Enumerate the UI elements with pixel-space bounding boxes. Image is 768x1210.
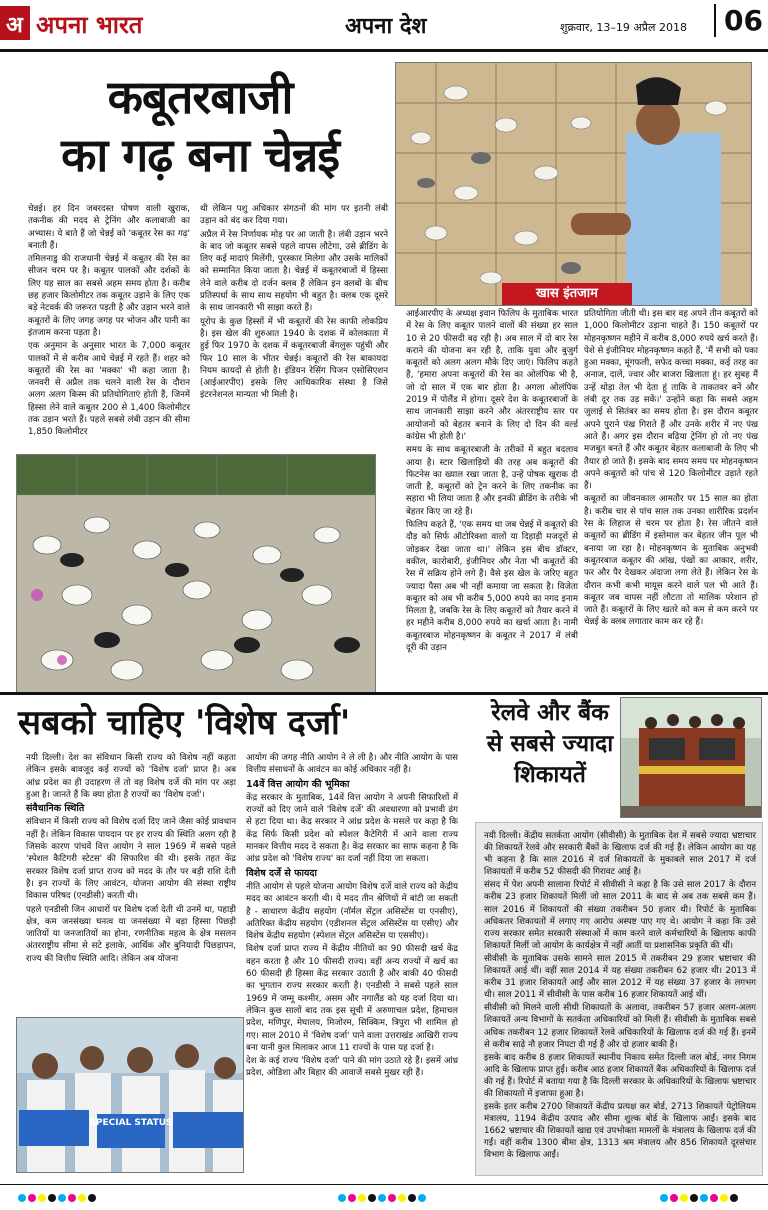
pigeon-flock-illustration [17,455,376,693]
story2-para: संविधान में किसी राज्य को विशेष दर्जा दिए जाने जैसा कोई प्रावधान नहीं है। लेकिन विकास पायदान पर हर राज्य की स्थिति अलग रही है जिसके कारण पांचवें वित्त आयोग ने साल 1969 में सबसे पहले 'स्पेशल कैटिगरी स्टेटस' की सिफारिश की थी। इसके तहत केंद्र सरकार विशेष दर्जा प्राप्त राज्य को मदद के तौर पर बड़ी राशि देती है। इन राज्यों के लिए आवंटन, योजना आयोग की संस्था राष्ट्रीय विकास परिषद (एनडीसी) करती थी। [26,817,236,902]
story1-headline-line2: का गढ़ बना चेन्नई [61,128,339,182]
story3-para: नयी दिल्ली। केंद्रीय सतर्कता आयोग (सीवीसी) के मुताबिक देश में सबसे ज्यादा भ्रष्टाचार की शिकायतें रेलवे और सरकारी बैंकों के खिलाफ दर्ज की गई हैं। लेकिन आयोग का यह भी कहना है कि साल 2016 में दर्ज शिकायतों के मुकाबले साल 2017 में दर्ज शिकायतों में करीब 52 फीसदी की गिरावट आई है। [484,831,756,878]
page-number: 06 [714,4,763,37]
page-header [0,0,768,52]
story3-body [484,830,756,1163]
story1-para: फिलिप कहते हैं, 'एक समय था जब चेन्नई में कबूतरों की दौड़ को सिर्फ ऑटोरिक्शा वालों या दिहाड़ी मजदूरों से जोड़कर देखा जाता था।' लेकिन इस बीच डॉक्टर, वकील, कारोबारी, इंजीनियर और नेता भी कबूतरों की रेस में सक्रिय होने लगे हैं। वैसे इस खेल के जरिए बहुत ज्यादा पैसा अब भी नहीं कमाया जा सकता है। विजेता कबूतर को अब भी करीब 5,000 रुपये का नगद इनाम मिलता है, जबकि रेस के लिए कबूतरों को तैयार करने में हर महीने करीब 8,000 रुपये का खर्चा आता है। नामी कबूतरबाज मोहनकृष्णन के कबूतर ने 2017 में लंबी दूरी की उड़ान [406,520,578,654]
story2-column-1 [26,752,236,966]
story1-para: समय के साथ कबूतरबाजी के तरीकों में बहुत बदलाव आया है। स्टार खिलाड़ियों की तरह अब कबूतरों की फिटनेस का ख्याल रखा जाता है, उन्हें पोषक खुराक दी जाती है, कबूतरों को ट्रेन करने के लिए तकनीक का सहारा भी लिया जाता है और इनकी ब्रीडिंग के तरीके भी बेहतर किए जा रहे हैं। [406,445,578,517]
story1-headline [10,68,390,184]
brand-name: अपना भारत [36,10,143,39]
story2-subhead: विशेष दर्जे से फायदा [246,867,317,879]
story2-para: देश के कई राज्य 'विशेष दर्जा' पाने की मांग उठाते रहे हैं। इसमें आंध्र प्रदेश, ओडिशा और बिहार की आवाजें सबसे मुखर रही हैं। [246,1056,458,1079]
story3-headline: रेलवे और बैंक से सबसे ज्यादा शिकायतें [486,699,614,788]
story2-para: नीति आयोग से पहले योजना आयोग विशेष दर्जे वाले राज्य को केंद्रीय मदद का आवंटन करती थी। ये मदद तीन श्रेणियों में बांटी जा सकती है - साधारण केंद्रीय सहयोग (नॉर्मल सेंट्रल असिस्टेंस या एनसीए), अतिरिक्त केंद्रीय सहयोग (एडीशनल सेंट्रल असिस्टेंस या एसीए) और विशेष केंद्रीय सहयोग (स्पेशल सेंट्रल असिस्टेंस या एससीए)। [246,881,458,942]
pigeon-loft-photo [395,62,752,306]
story2-para: विशेष दर्जा प्राप्त राज्य में केंद्रीय नीतियों का 90 फीसदी खर्च केंद्र वहन करता है और 10 फीसदी राज्य। वहीं अन्य राज्यों में खर्च का 60 फीसदी ही हिस्सा केंद्र सरकार उठाती है और बाकी 40 फीसदी का भुगतान राज्य सरकार करती है। एनडीसी ने सबसे पहले साल 1969 में जम्मू कश्मीर, असम और नगालैंड को यह दर्जा दिया था। लेकिन कुछ सालों बाद तक इस सूची में अरुणाचल प्रदेश, हिमाचल प्रदेश, मणिपुर, मेघालय, मिजोरम, सिक्किम, त्रिपुरा भी शामिल हो गए। साल 2010 में 'विशेष दर्जा' पाने वाला उत्तराखंड आखिरी राज्य बना यानी कुल मिलाकर आज 11 राज्यों के पास यह दर्जा है। [246,944,458,1053]
story3-para: सीवीसी को मिलने वाली सीधी शिकायतों के अलावा, तकरीबन 57 हजार अलग-अलग शिकायतें अन्य विभागों के सतर्कता अधिकारियों को मिली हैं। सीवीसी के मुताबिक सबसे अधिक तकरीबन 12 हजार शिकायतें रेलवे अधिकारियों के खिलाफ दर्ज की गई हैं। इनमें से करीब साढ़े नौ हजार निपटा दी गई हैं और दो हजार बाकी हैं। [484,1003,756,1050]
pigeon-loft-illustration [396,63,752,306]
protest-photo [16,1017,244,1173]
story2-subhead: संवैधानिक स्थिति [26,803,85,815]
train-photo [620,697,762,818]
story3-para: इसके इतर करीब 2700 शिकायतें केंद्रीय प्रत्यक्ष कर बोर्ड, 2713 शिकायतें पेट्रोलियम मंत्रालय, 1194 केंद्रीय उत्पाद और सीमा शुल्क बोर्ड के खिलाफ आईं। इसके बाद 1662 भ्रष्टाचार की शिकायतें खाद्य एवं उपभोक्ता मामलों के मंत्रालय के खिलाफ दर्ज की गईं। वहीं करीब 1300 बीमा क्षेत्र, 1313 श्रम मंत्रालय और 856 शिकायतें दूरसंचार विभाग के खिलाफ आईं। [484,1102,756,1161]
story1-para: कबूतरों का जीवनकाल आमतौर पर 15 साल का होता है। करीब चार से पांच साल तक उनका शारीरिक प्रदर्शन रेस के लिहाज से चरम पर होता है। रेस जीतने वाले कबूतरों का ब्रीडिंग में इस्तेमाल कर बेहतर जीन पूल भी बनाया जा रहा है। मोहनकृष्णन के मुताबिक अनुभवी कबूतरबाज कबूतर की आंख, पंखों का आकार, शरीर, फर और पैर देखकर अंदाजा लगा लेते हैं। लेकिन रेस के दौरान कभी कभी मायूस करने वाले पल भी आते हैं। कबूतर जब वापस नहीं लौटता तो मालिक परेशान हो जाते हैं। कबूतरों के लिए खतरे को कम से कम करने पर चेन्नई के क्लब लगातार काम कर रहे हैं। [584,494,758,628]
registration-dots-center [338,1194,426,1202]
story1-para: अप्रैल में रेस निर्णायक मोड़ पर आ जाती है। लंबी उड़ान भरने के बाद जो कबूतर सबसे पहले वापस लौटेगा, उसे ब्रीडिंग के लिए कई मादाएं मिलेंगी, पुरस्कार मिलेगा और उसके मालिकों को सम्मानित किया जाता है। चेन्नई में कबूतरबाजों में हिस्सा लेने वाले करीब दो दर्जन क्लब हैं लेकिन इन क्लबों के बीच प्रतिस्पर्धा के साथ साथ सहयोग भी बहुत है। क्लब एक दूसरे के साथ जानकारी भी साझा करते हैं। [200,229,388,314]
story1-para: आईआरपीए के अध्यक्ष इवान फिलिप के मुताबिक भारत में रेस के लिए कबूतर पालने वालों की संख्या हर साल 10 से 20 फीसदी बढ़ रही है। अब साल में दो बार रेस कराने की योजना बन रही है, ताकि युवा और बुजुर्ग कबूतरों को अलग अलग मौके दिए जाएं। फिलिप कहते हैं, 'हमारा अपना कबूतरों की रेस का ओलंपिक भी है, जो दो साल में एक बार होता है। अगला ओलंपिक 2019 में पोलैंड में होगा। दूसरे देश के कबूतरबाजों के साथ जानकारी साझा करने और अंतरराष्ट्रीय स्तर पर आयोजनों को बेहतर बनाने के लिए दो दिन की वर्ल्ड कांग्रेस भी होती है।' [406,309,578,442]
registration-dots-right [660,1194,738,1202]
photo-caption-tag: खास इंतजाम [502,283,632,305]
story1-para: यूरोप के कुछ हिस्सों में भी कबूतरों की रेस काफी लोकप्रिय है। इस खेल की शुरुआत 1940 के दशक में कोलकाता में हुई फिर 1970 के दशक में कबूतरबाजी बेंगलुरू पहुंची और फिर 10 साल के भीतर चेन्नई। कबूतरों की रेस बाकायदा नियम कायदों से होती है। इंडियन रेसिंग पिजन एसोसिएशन (आईआरपीए) इसके लिए आधिकारिक संस्था है जिसे इंटरनेशनल मान्यता भी मिली है। [200,316,388,401]
train-illustration [621,698,762,818]
story3-para: इसके बाद करीब 8 हजार शिकायतें स्थानीय निकाय समेत दिल्ली जल बोर्ड, नगर निगम आदि के खिलाफ प्राप्त हुईं। करीब आठ हजार शिकायतें बैंक अधिकारियों के खिलाफ दर्ज की गई हैं। रिपोर्ट में बताया गया है कि दिल्ली सरकार के अधिकारियों के खिलाफ भ्रष्टाचार की शिकायतों में इजाफा हुआ है। [484,1052,756,1099]
story1-headline-line1: कबूतरबाजी [107,70,293,124]
pigeon-flock-photo [16,454,376,693]
story2-headline: सबको चाहिए 'विशेष दर्जा' [18,703,351,743]
story1-para: चेन्नई। हर दिन जबरदस्त पोषण वाली खुराक, तकनीक की मदद से ट्रेनिंग और कलाबाजी का अभ्यास। ये बाते हैं जो चेन्नई को 'कबूतर रेस का गढ़' बनाती हैं। [28,204,190,251]
story2-para: पहले एनडीसी जिन आधारों पर विशेष दर्जा देती थी उनमें था, पहाड़ी क्षेत्र, कम जनसंख्या घनत्व या जनसंख्या में बड़ा हिस्सा पिछड़ी जातियों या जनजातियों का होना, रणनीतिक महत्व के क्षेत्र मसलन अंतरराष्ट्रीय सीमा से सटे इलाके, आर्थिक और बुनियादी पिछड़ापन, राज्य की वित्तीय स्थिति आदि। लेकिन अब योजना [26,904,236,964]
story3-para: संसद में पेश अपनी सालाना रिपोर्ट में सीवीसी ने कहा है कि उसे साल 2017 के दौरान करीब 23 हजार शिकायतें मिलीं जो साल 2011 के बाद से अब तक सबसे कम हैं। साल 2016 में शिकायतों की संख्या तकरीबन 50 हजार थी। रिपोर्ट के मुताबिक अधिकतर शिकायतों में लगाए गए आरोप अस्पष्ट पाए गए थे। आयोग ने कहा कि उसे राज्य सरकार समेत सरकारी संस्थाओं में काम करने वाले कर्मचारियों के खिलाफ काफी शिकायतें मिलीं जो आयोग के कार्यक्षेत्र में नहीं आतीं या प्रशासनिक प्रकृति की थीं। [484,880,756,951]
story1-column-4 [584,308,758,630]
brand-logo-box [0,6,30,40]
story3-para: सीवीसी के मुताबिक उसके सामने साल 2015 में तकरीबन 29 हजार भ्रष्टाचार की शिकायतें आई थीं। वहीं साल 2014 में यह संख्या तकरीबन 62 हजार थी। 2013 में करीब 31 हजार शिकायतें आईं और साल 2012 में यह संख्या 37 हजार के लगभग थी। साल 2011 में सीवीसी के पास करीब 16 हजार शिकायतें आई थीं। [484,953,756,1001]
page-footer [0,1184,768,1210]
story1-column-2 [200,203,388,403]
story2-column-2 [246,752,458,1081]
registration-dots-left [18,1194,96,1202]
protest-banner-rects [19,1110,243,1148]
story1-column-1 [28,203,190,440]
section-divider [0,692,768,695]
story1-para: तमिलनाडु की राजधानी चेन्नई में कबूतर की रेस का सीजन चरम पर है। कबूतर पालकों और दर्शकों के लिए यह साल का सबसे अहम समय होता है। करीब छह हजार किलोमीटर तक कबूतर उड़ाने के लिए एक बड़े नेटवर्क की जरूरत पड़ती है और उड़ान भरने वाले कबूतरों के लिए जगह जगह पर भोजन और पानी का इंतजाम करना पड़ता है। [28,254,190,338]
issue-date: शुक्रवार, 13–19 अप्रैल 2018 [560,21,687,34]
story1-para: प्रतियोगिता जीती थी। इस बार वह अपने तीन कबूतरों को 1,000 किलोमीटर उड़ाना चाहते हैं। 150 कबूतरों पर मोहनकृष्णन महीने में करीब 8,000 रुपये खर्च करते हैं। पेशे से इंजीनियर मोहनकृष्णन कहते हैं, 'मैं सभी को पका हुआ मक्का, मूंगफली, सफेद कच्चा मक्का, कई तरह का अनाज, दालें, ज्वार और बाजरा खिलाता हूं। हर सुबह मैं उन्हें थोड़ा तेल भी देता हूं ताकि वे ताकतवर बनें और लंबी दूर तक उड़ सकें।' उन्होंने कहा कि सबसे अहम जुलाई से सितंबर का समय होता है। इस दौरान कबूतर अपने पुराने पंख गिराते हैं और उनके शरीर में नए पंख आते हैं। अगर इस दौरान बढ़िया ट्रेनिंग हो तो नए पंख मजबूत बनते हैं और कबूतर बेहतर कलाबाजी के लिए भी तैयार हो जाते हैं। इसके बाद समय समय पर मोहनकृष्णन अपने कबूतरों को पांच से 120 किलोमीटर उड़ाते रहते हैं। [584,309,758,492]
story2-subhead: 14वें वित्त आयोग की भूमिका [246,778,350,790]
protest-banner-text: SPECIAL STATUS [89,1118,173,1128]
story1-para: एक अनुमान के अनुसार भारत के 7,000 कबूतर पालकों में से करीब आधे चेन्नई में रहते हैं। शहर को कबूतरों की रेस का 'मक्का' भी कहा जाता है। जनवरी से अप्रैल तक चलने वाली रेस के दौरान अलग अलग किस्म की प्रतियोगिताएं होती हैं, जिनमें हिस्सा लेने वाले कबूतर 200 से 1,400 किलोमीटर तक उड़ान भरते हैं। पहले सबसे लंबी उड़ान की सीमा 1,850 किलोमीटर [28,341,190,438]
story2-para: केंद्र सरकार के मुताबिक, 14वें वित्त आयोग ने अपनी सिफारिशों में राज्यों को दिए जाने वाले 'विशेष दर्जे' की अवधारणा को प्रभावी ढंग से हटा दिया था। केंद्र सरकार ने आंध्र प्रदेश के मसले पर कहा है कि केंद्र सिर्फ किसी प्रदेश को स्पेशल कैटेगिरी में आने वाला राज्य मानकर वित्तीय मदद दे सकता है। केंद्र सरकार का साफ कहना है कि आंध्र प्रदेश को 'विशेष राज्य' का दर्जा नहीं दिया जा सकता। [246,792,458,865]
protest-illustration [17,1018,244,1173]
story2-para: नयी दिल्ली। देश का संविधान किसी राज्य को विशेष नहीं कहता लेकिन इसके बावजूद कई राज्यों को 'विशेष दर्जा' प्राप्त है। अब आंध्र प्रदेश का ही उदाहरण लें तो वह विशेष दर्जे की मांग पर अड़ा हुआ है। जानते हैं कि क्या होता है राज्यों का 'विशेष दर्जा'। [26,753,236,800]
story1-para: थी लेकिन पशु अधिकार संगठनों की मांग पर इतनी लंबी उड़ान को बंद कर दिया गया। [200,204,388,227]
story1-column-3 [406,308,578,655]
story2-para: आयोग की जगह नीति आयोग ने ले ली है। और नीति आयोग के पास वित्तीय संसाधनों के आवंटन का कोई अधिकार नहीं है। [246,753,458,776]
section-title: अपना देश [345,13,427,39]
brand-logo-glyph: अ [6,13,23,38]
